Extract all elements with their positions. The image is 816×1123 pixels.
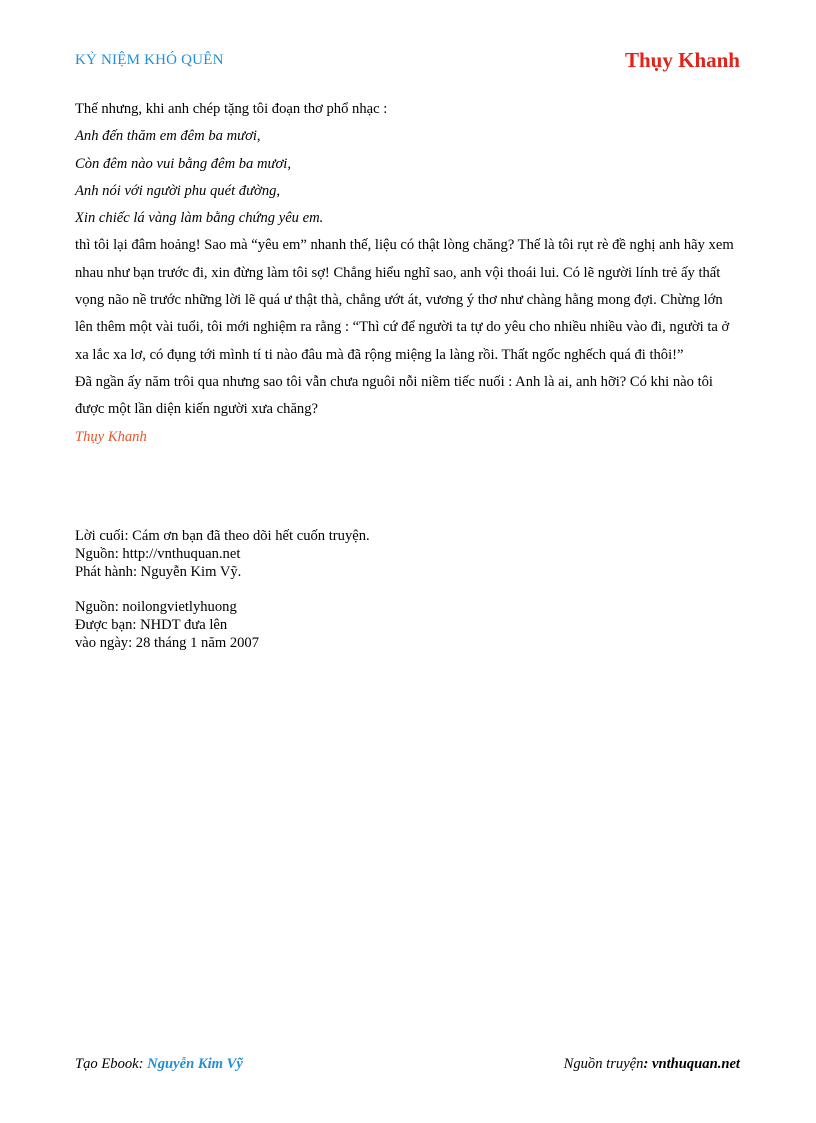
closing-date: vào ngày: 28 tháng 1 năm 2007 (75, 634, 260, 651)
closing-thanks: Lời cuối: Cám ơn bạn đã theo dõi hết cuốn truyện. (75, 528, 370, 544)
signature: Thụy Khanh (75, 428, 147, 445)
closing-notes (75, 528, 675, 653)
closing-origin: Nguồn: noilongvietlyhuong (75, 599, 237, 616)
closing-source-link: Nguồn: http://vnthuquan.net (75, 545, 241, 562)
footer-ebook-label: Tạo Ebook (75, 1056, 139, 1072)
footer-source-name: vnthuquan.net (651, 1056, 740, 1072)
footer-source-sep: : (643, 1056, 652, 1072)
poem-line-4: Xin chiếc lá vàng làm bằng chứng yêu em. (75, 210, 324, 227)
intro-line: Thế nhưng, khi anh chép tặng tôi đoạn thơ phổ nhạc : (75, 101, 388, 117)
footer-source-credit (564, 1056, 740, 1073)
footer-ebook-sep: : (138, 1056, 148, 1072)
paragraph-2: Đã ngần ấy năm trôi qua nhưng sao tôi vẫn chưa nguôi nỗi niềm tiếc nuối : Anh là ai, anh hỡi? Có khi nào tôi được một lần diện kiến người xưa chăng? (75, 373, 713, 418)
spacer (75, 581, 675, 599)
footer-ebook-credit (75, 1056, 243, 1073)
footer-ebook-name: Nguyễn Kim Vỹ (147, 1056, 243, 1072)
footer-source-label: Nguồn truyện (563, 1056, 644, 1072)
paragraph-1: thì tôi lại đâm hoảng! Sao mà “yêu em” nhanh thế, liệu có thật lòng chăng? Thế là tôi rụt rè đề nghị anh hãy xem nhau như bạn trước đi, xin đừng làm tôi sợ! Chẳng hiểu nghĩ sao, anh vội thoái lui. Có lẽ người lính trẻ ấy thất vọng não nề trước những lời lẽ quá ư thật thà, chẳng ướt át, vương ý thơ như chàng hằng mong đợi. Chừng lớn lên thêm một vài tuổi, tôi mới nghiệm ra rằng : “Thì cứ để người ta tự do yêu cho nhiều nhiều vào đi, người ta ở xa lắc xa lơ, có đụng tới mình tí ti nào đâu mà đã rộng miệng la làng rồi. Thất ngốc nghếch quá đi thôi!” (75, 237, 734, 363)
closing-publisher: Phát hành: Nguyễn Kim Vỹ. (75, 563, 242, 580)
closing-uploader: Được bạn: NHDT đưa lên (75, 617, 228, 634)
poem-line-3: Anh nói với người phu quét đường, (75, 182, 281, 199)
poem-line-1: Anh đến thăm em đêm ba mươi, (75, 128, 261, 145)
story-body (75, 96, 743, 451)
story-title: KỶ NIỆM KHÓ QUÊN (75, 52, 224, 68)
page-footer (75, 1056, 740, 1076)
page-header (75, 48, 740, 76)
header-author: Thụy Khanh (625, 48, 740, 72)
poem-line-2: Còn đêm nào vui bằng đêm ba mươi, (75, 155, 291, 172)
